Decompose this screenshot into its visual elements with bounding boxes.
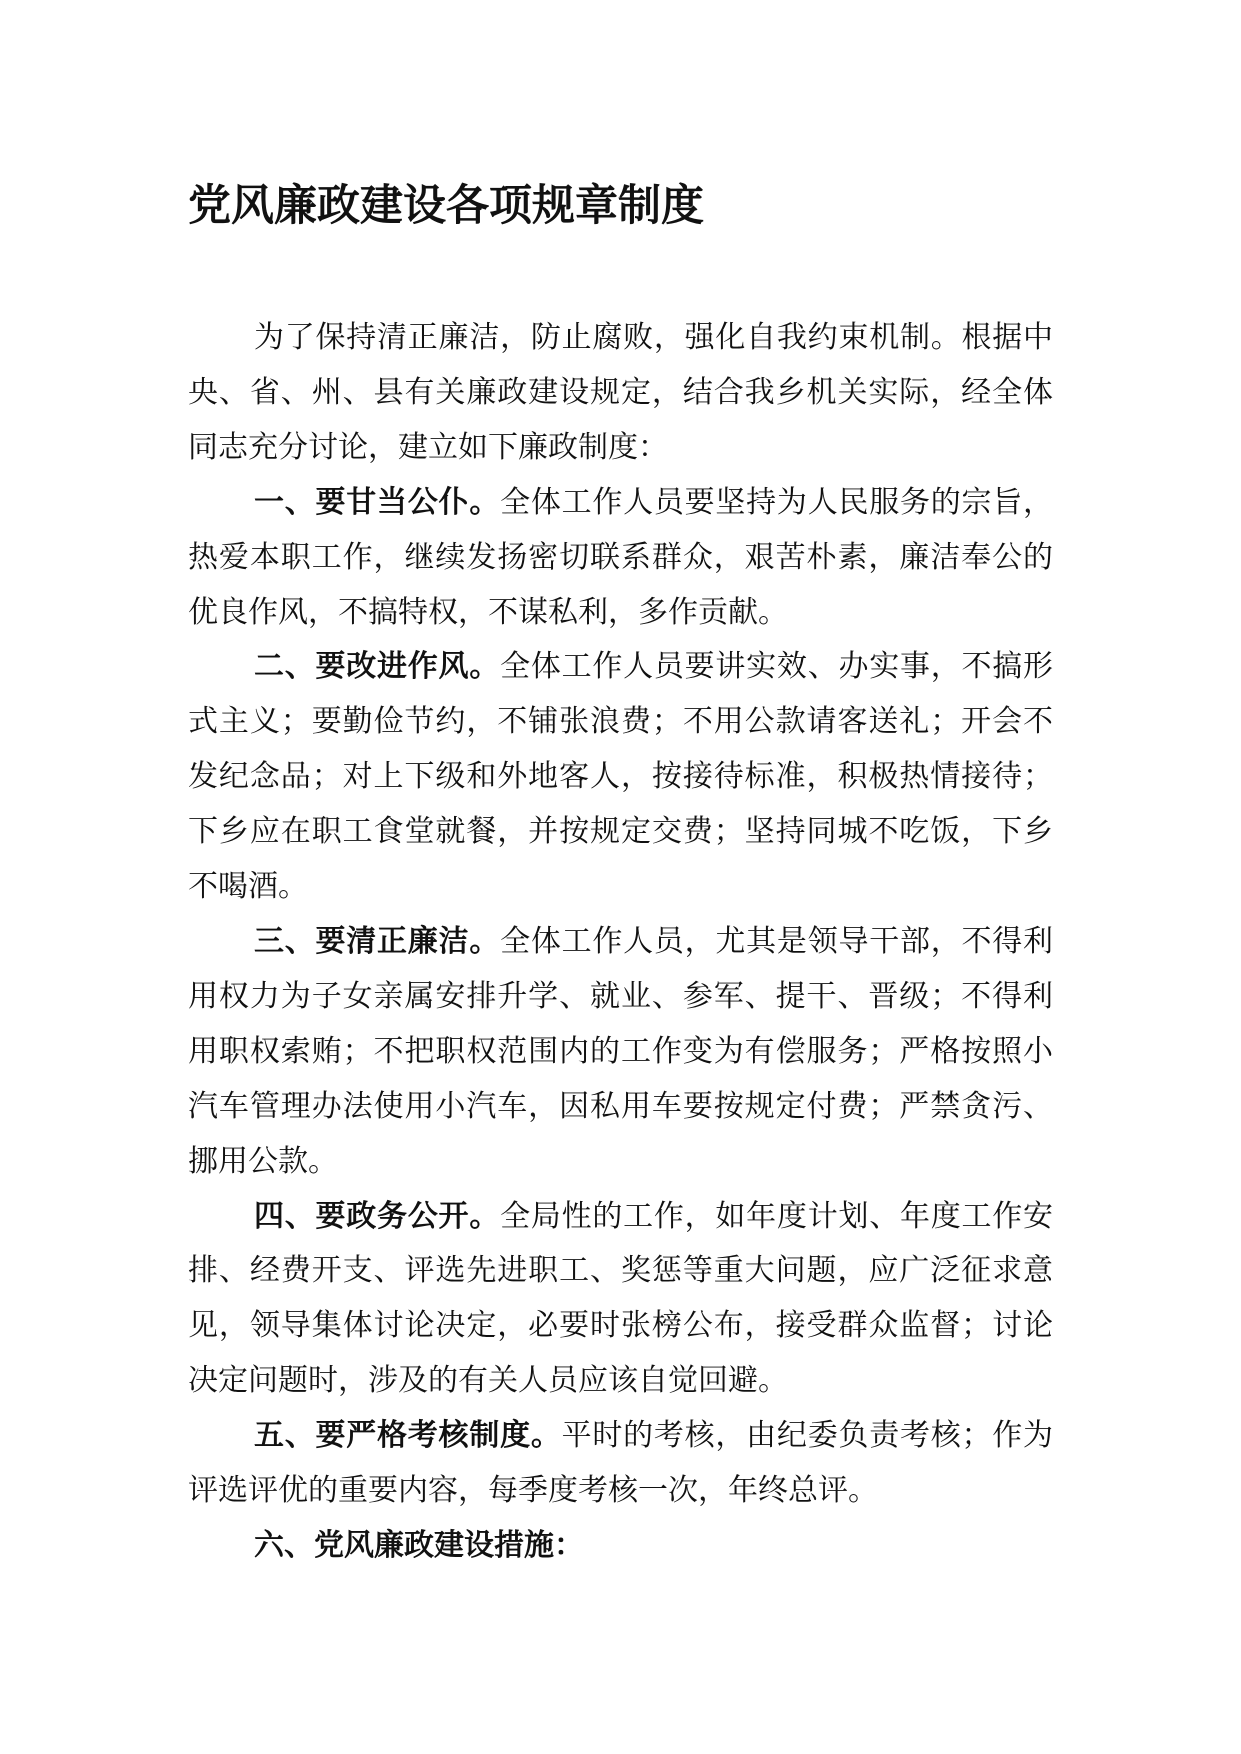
section-1-heading: 一、要甘当公仆。	[254, 484, 501, 520]
document-title: 党风廉政建设各项规章制度	[188, 181, 704, 231]
section-3-text: 全体工作人员，尤其是领导干部，不得利用权力为子女亲属安排升学、就业、参军、提干、晋级；不得利用职权索贿；不把职权范围内的工作变为有偿服务；严格按照小汽车管理办法使用小汽车，因私用车要按规定付费；严禁贪污、挪用公款。	[188, 923, 1054, 1179]
section-2-heading: 二、要改进作风。	[254, 649, 501, 685]
section-5-text: 平时的考核，由纪委负责考核；作为评选评优的重要内容，每季度考核一次，年终总评。	[188, 1418, 1054, 1509]
section-3-heading: 三、要清正廉洁。	[254, 923, 501, 959]
section-2-text: 全体工作人员要讲实效、办实事，不搞形式主义；要勤俭节约，不铺张浪费；不用公款请客送礼；开会不发纪念品；对上下级和外地客人，按接待标准，积极热情接待；下乡应在职工食堂就餐，并按规定交费；坚持同城不吃饭，下乡不喝酒。	[188, 649, 1054, 905]
section-6-heading: 六、党风廉政建设措施：	[254, 1527, 584, 1563]
intro-paragraph: 为了保持清正廉洁，防止腐败，强化自我约束机制。根据中央、省、州、县有关廉政建设规定，结合我乡机关实际，经全体同志充分讨论，建立如下廉政制度：	[188, 320, 1053, 465]
section-4-paragraph	[188, 1190, 1053, 1410]
section-2-paragraph	[188, 640, 1053, 915]
section-5-heading: 五、要严格考核制度。	[254, 1418, 562, 1454]
section-3-paragraph	[188, 915, 1053, 1190]
section-1-text: 全体工作人员要坚持为人民服务的宗旨，热爱本职工作，继续发扬密切联系群众，艰苦朴素，廉洁奉公的优良作风，不搞特权，不谋私利，多作贡献。	[188, 484, 1054, 630]
section-1-paragraph	[188, 476, 1053, 641]
section-5-paragraph	[188, 1409, 1053, 1519]
document-body	[188, 311, 1053, 1574]
section-4-heading: 四、要政务公开。	[254, 1198, 501, 1234]
section-4-text: 全局性的工作，如年度计划、年度工作安排、经费开支、评选先进职工、奖惩等重大问题，应广泛征求意见，领导集体讨论决定，必要时张榜公布，接受群众监督；讨论决定问题时，涉及的有关人员应该自觉回避。	[188, 1198, 1054, 1399]
